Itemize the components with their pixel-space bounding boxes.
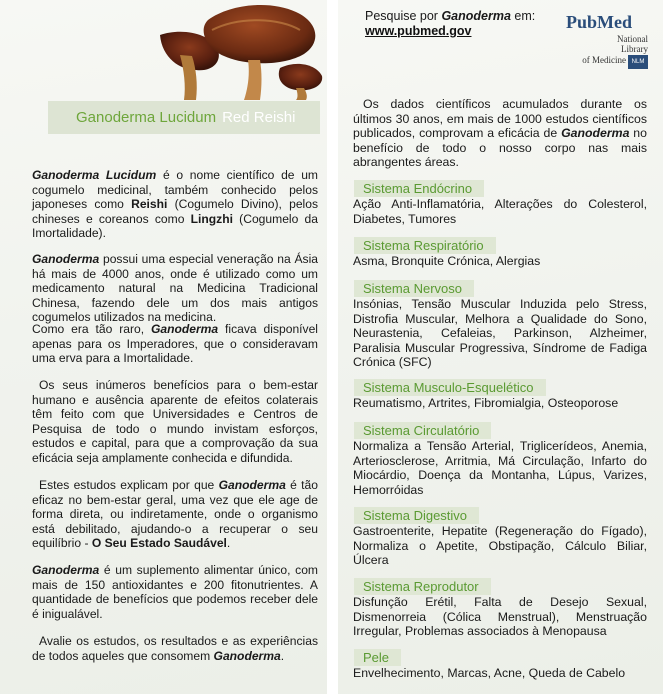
system-description: Envelhecimento, Marcas, Acne, Queda de Cabelo (353, 666, 626, 680)
pubmed-logo (566, 12, 648, 70)
emperor-paragraph: Como era tão raro, Ganoderma ficava disponível apenas para os Imperadores, que o consideravam uma erva para a Imortalidade. (32, 322, 318, 366)
title-banner (48, 101, 320, 134)
system-description: Insónias, Tensão Muscular Induzida pelo Stress, Distrofia Muscular, Melhora a Qualidade do Sono, Neurastenia, Cefaleias, Parkinson, Alzheimer, Paralisia Muscular Progressiva, Síndrome de Fadiga Crónica (SFC) (353, 297, 647, 370)
left-panel (0, 0, 327, 694)
page-title: Ganoderma Lucidum (76, 109, 217, 126)
system-heading: Sistema Musculo-Esquelético (354, 379, 546, 396)
nlm-badge: NLM (628, 55, 648, 69)
page-subtitle: Red Reishi (222, 109, 296, 126)
system-heading: Pele (354, 649, 401, 666)
nlm-tagline-3: of Medicine (582, 55, 626, 65)
system-heading: Sistema Endócrino (354, 180, 484, 197)
history-paragraph: Ganoderma possui uma especial veneração na Ásia há mais de 4000 anos, onde é utilizado como um medicamento natural na Medicina Tradicional Chinesa, fazendo dele um dos mais antigos cogumelos utilizados na medicina. (32, 252, 318, 325)
studies-paragraph: Estes estudos explicam por que Ganoderma é tão eficaz no bem-estar geral, uma vez que ele age de forma direta, ou indiretamente, onde o organismo está debilitado, ajudando-o a recuperar o seu equilíbrio - O Seu Estado Saudável. (32, 478, 318, 551)
nlm-tagline: National Library (617, 34, 648, 54)
panel-divider (327, 0, 338, 694)
system-heading: Sistema Respiratório (354, 237, 496, 254)
studies-intro: Os dados científicos acumulados durante os últimos 30 anos, em mais de 1000 estudos científicos publicados, comprovam a eficácia de Ganoderma no benefício de todo o nosso corpo nas mais abrangentes áreas. (353, 97, 647, 169)
system-description: Disfunção Erétil, Falta de Desejo Sexual, Dismenorreia (Cólica Menstrual), Menstruação Irregular, Problemas associados à Menopausa (353, 595, 647, 639)
research-paragraph: Os seus inúmeros benefícios para o bem-estar humano e ausência aparente de efeitos colaterais têm feito com que Universidades e Centros de Pesquisa de todo o mundo invistam esforços, estudos e capital, para que a comprovação da sua eficácia seja amplamente conhecida e difundida. (32, 378, 318, 465)
system-heading: Sistema Digestivo (354, 507, 479, 524)
system-description: Asma, Bronquite Crónica, Alergias (353, 254, 541, 268)
pubmed-wordmark: PubMed (566, 12, 633, 32)
system-description: Gastroenterite, Hepatite (Regeneração do Fígado), Normaliza o Apetite, Obstipação, Cálculo Biliar, Úlcera (353, 524, 647, 568)
pubmed-search-note: Pesquise por Ganoderma em: www.pubmed.gov (365, 9, 536, 38)
system-description: Ação Anti-Inflamatória, Alterações do Colesterol, Diabetes, Tumores (353, 197, 647, 226)
supplement-paragraph: Ganoderma é um suplemento alimentar único, com mais de 150 antioxidantes e 200 fitonutrientes. A quantidade de benefícios que podemos receber dele é inigualável. (32, 563, 318, 621)
pubmed-link[interactable]: www.pubmed.gov (365, 24, 472, 38)
system-description: Normaliza a Tensão Arterial, Triglicerídeos, Anemia, Arteriosclerose, Arritmia, Má Circulação, Infarto do Miocárdio, Doença da Montanha, Lúpus, Varizes, Hemorróidas (353, 439, 647, 497)
mushroom-photo (100, 0, 327, 100)
closing-paragraph: Avalie os estudos, os resultados e as experiências de todos aqueles que consomem Ganoderma. (32, 634, 318, 663)
system-heading: Sistema Nervoso (354, 280, 474, 297)
system-heading: Sistema Reprodutor (354, 578, 491, 595)
system-heading: Sistema Circulatório (354, 422, 491, 439)
system-description: Reumatismo, Artrites, Fibromialgia, Osteoporose (353, 396, 619, 410)
intro-paragraph: Ganoderma Lucidum é o nome científico de um cogumelo medicinal, também conhecido pelos japoneses como Reishi (Cogumelo Divino), pelos chineses e coreanos como Lingzhi (Cogumelo da Imortalidade). (32, 168, 319, 241)
